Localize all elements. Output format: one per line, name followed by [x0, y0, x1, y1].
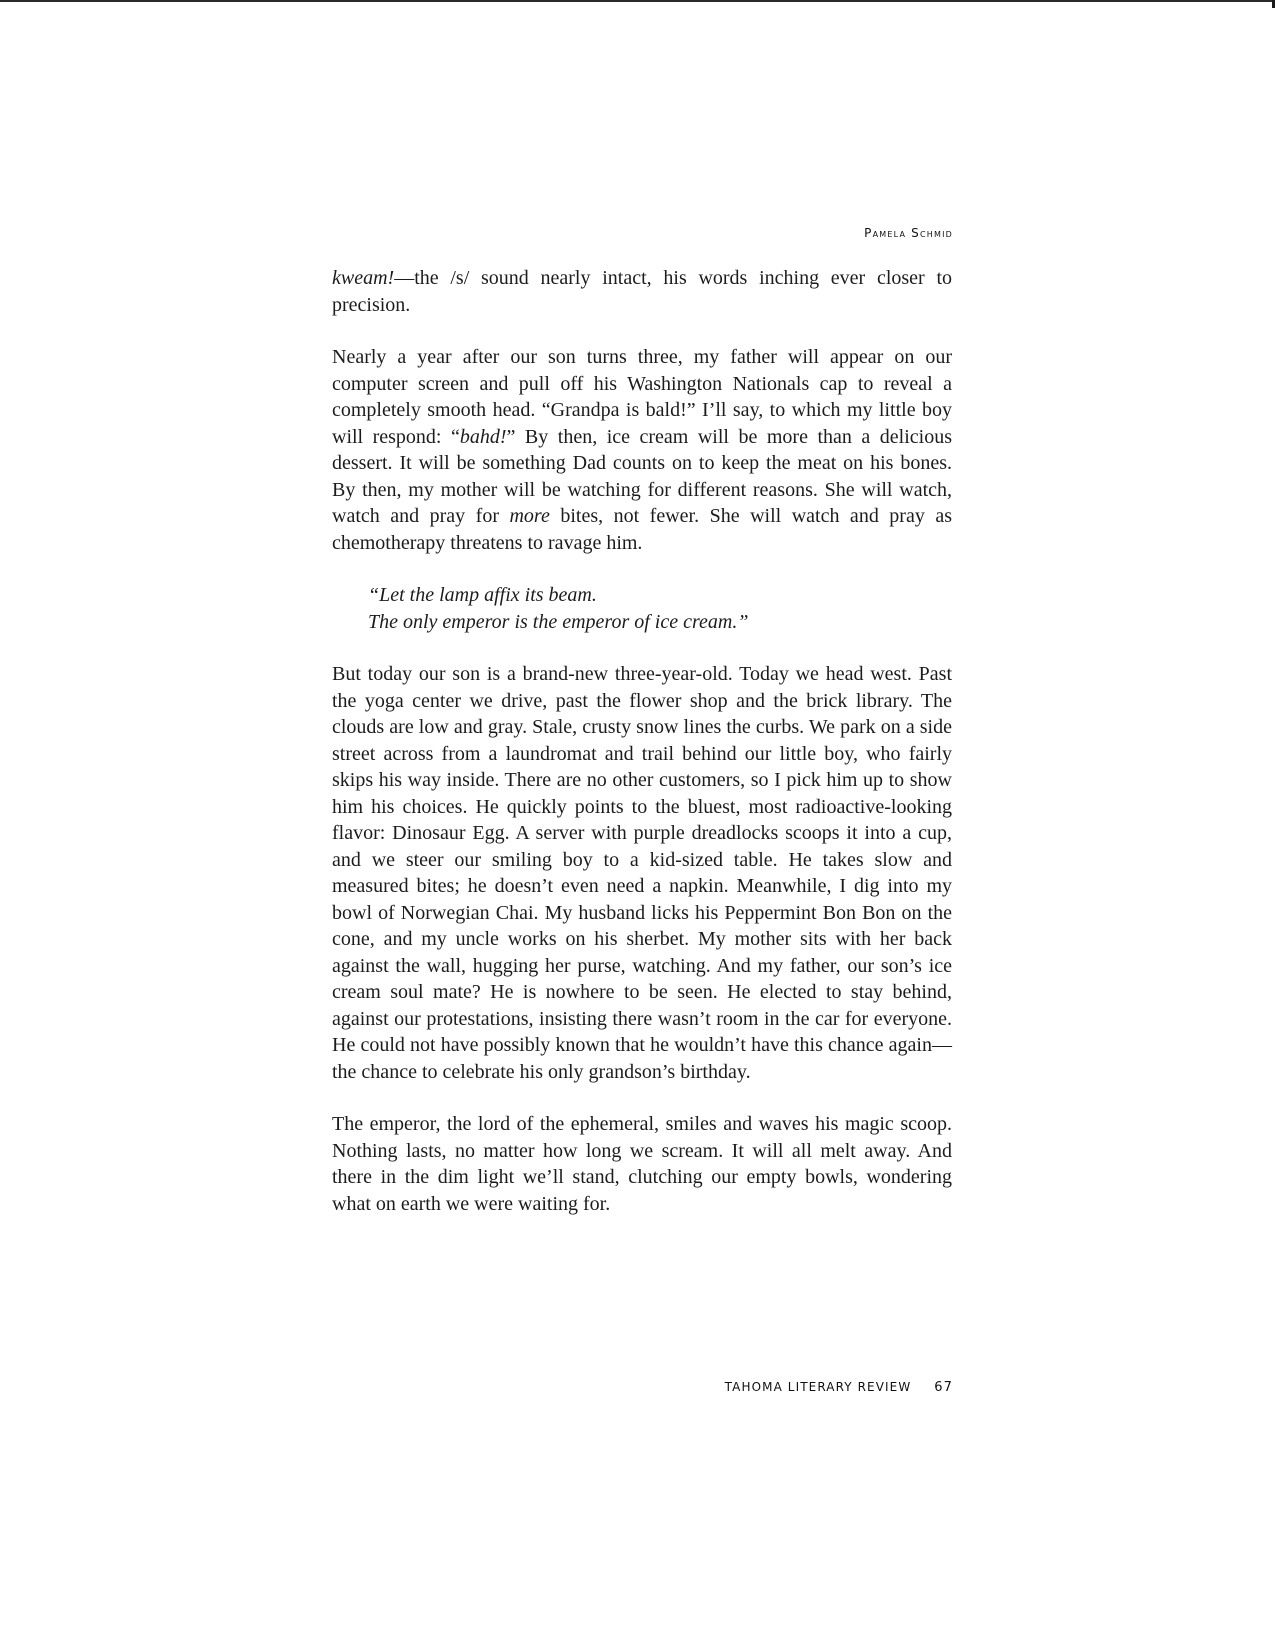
paragraph-continued — [332, 265, 952, 318]
verse-line: The only emperor is the emperor of ice cream.” — [368, 610, 749, 633]
text-italic: kweam! — [332, 267, 395, 289]
verse-line: “Let the lamp affix its beam. — [368, 584, 597, 606]
page-footer — [725, 1380, 953, 1395]
page-number: 67 — [934, 1380, 953, 1395]
text-italic: bahd! — [459, 425, 507, 448]
text-run: Nearly a year after our son turns three, my father will appear on our computer screen and pull off his Washington Nationals cap to reveal a completely smooth head. “Grandpa is bald!” I’ll say, to which my little boy will respond: “ — [332, 346, 952, 448]
verse-quote — [368, 582, 952, 635]
publication-name: TAHOMA LITERARY REVIEW — [724, 1380, 912, 1394]
text-run: bites, not fewer. She will watch and pray as chemotherapy threatens to ravage him. — [332, 505, 953, 554]
text-italic: more — [509, 505, 550, 527]
text-run: ” By then, ice cream will be more than a delicious dessert. It will be something Dad counts on to keep the meat on his bones. By then, my mother will be watching for different reasons. She will watch, watch and pray for — [332, 425, 952, 527]
paragraph-today: But today our son is a brand-new three-year-old. Today we head west. Past the yoga center we drive, past the flower shop and the brick library. The clouds are low and gray. Stale, crusty snow lines the curbs. We park on a side street across from a laundromat and trail behind our little boy, who fairly skips his way inside. There are no other customers, so I pick him up to show him his choices. He quickly points to the bluest, most radioactive-looking flavor: Dinosaur Egg. A server with purple dreadlocks scoops it into a cup, and we steer our smiling boy to a kid-sized table. He takes slow and measured bites; he doesn’t even need a napkin. Meanwhile, I dig into my bowl of Norwegian Chai. My husband licks his Peppermint Bon Bon on the cone, and my uncle works on his sherbet. My mother sits with her back against the wall, hugging her purse, watching. And my father, our son’s ice cream soul mate? He is nowhere to be seen. He elected to stay behind, against our protestations, insisting there wasn’t room in the car for everyone. He could not have possibly known that he wouldn’t have this chance again—the chance to celebrate his only grandson’s birthday. — [332, 663, 952, 1083]
paragraph-closing: The emperor, the lord of the ephemeral, smiles and waves his magic scoop. Nothing lasts, no matter how long we scream. It will all melt away. And there in the dim light we’ll stand, clutching our empty bowls, wondering what on earth we were waiting for. — [332, 1113, 952, 1215]
scan-top-edge — [0, 0, 1275, 2]
running-head-author: Pamela Schmid — [864, 226, 953, 240]
paragraph-future — [332, 344, 952, 556]
body-text — [332, 265, 952, 1217]
text-run: —the /s/ sound nearly intact, his words inching ever closer to precision. — [332, 267, 952, 316]
